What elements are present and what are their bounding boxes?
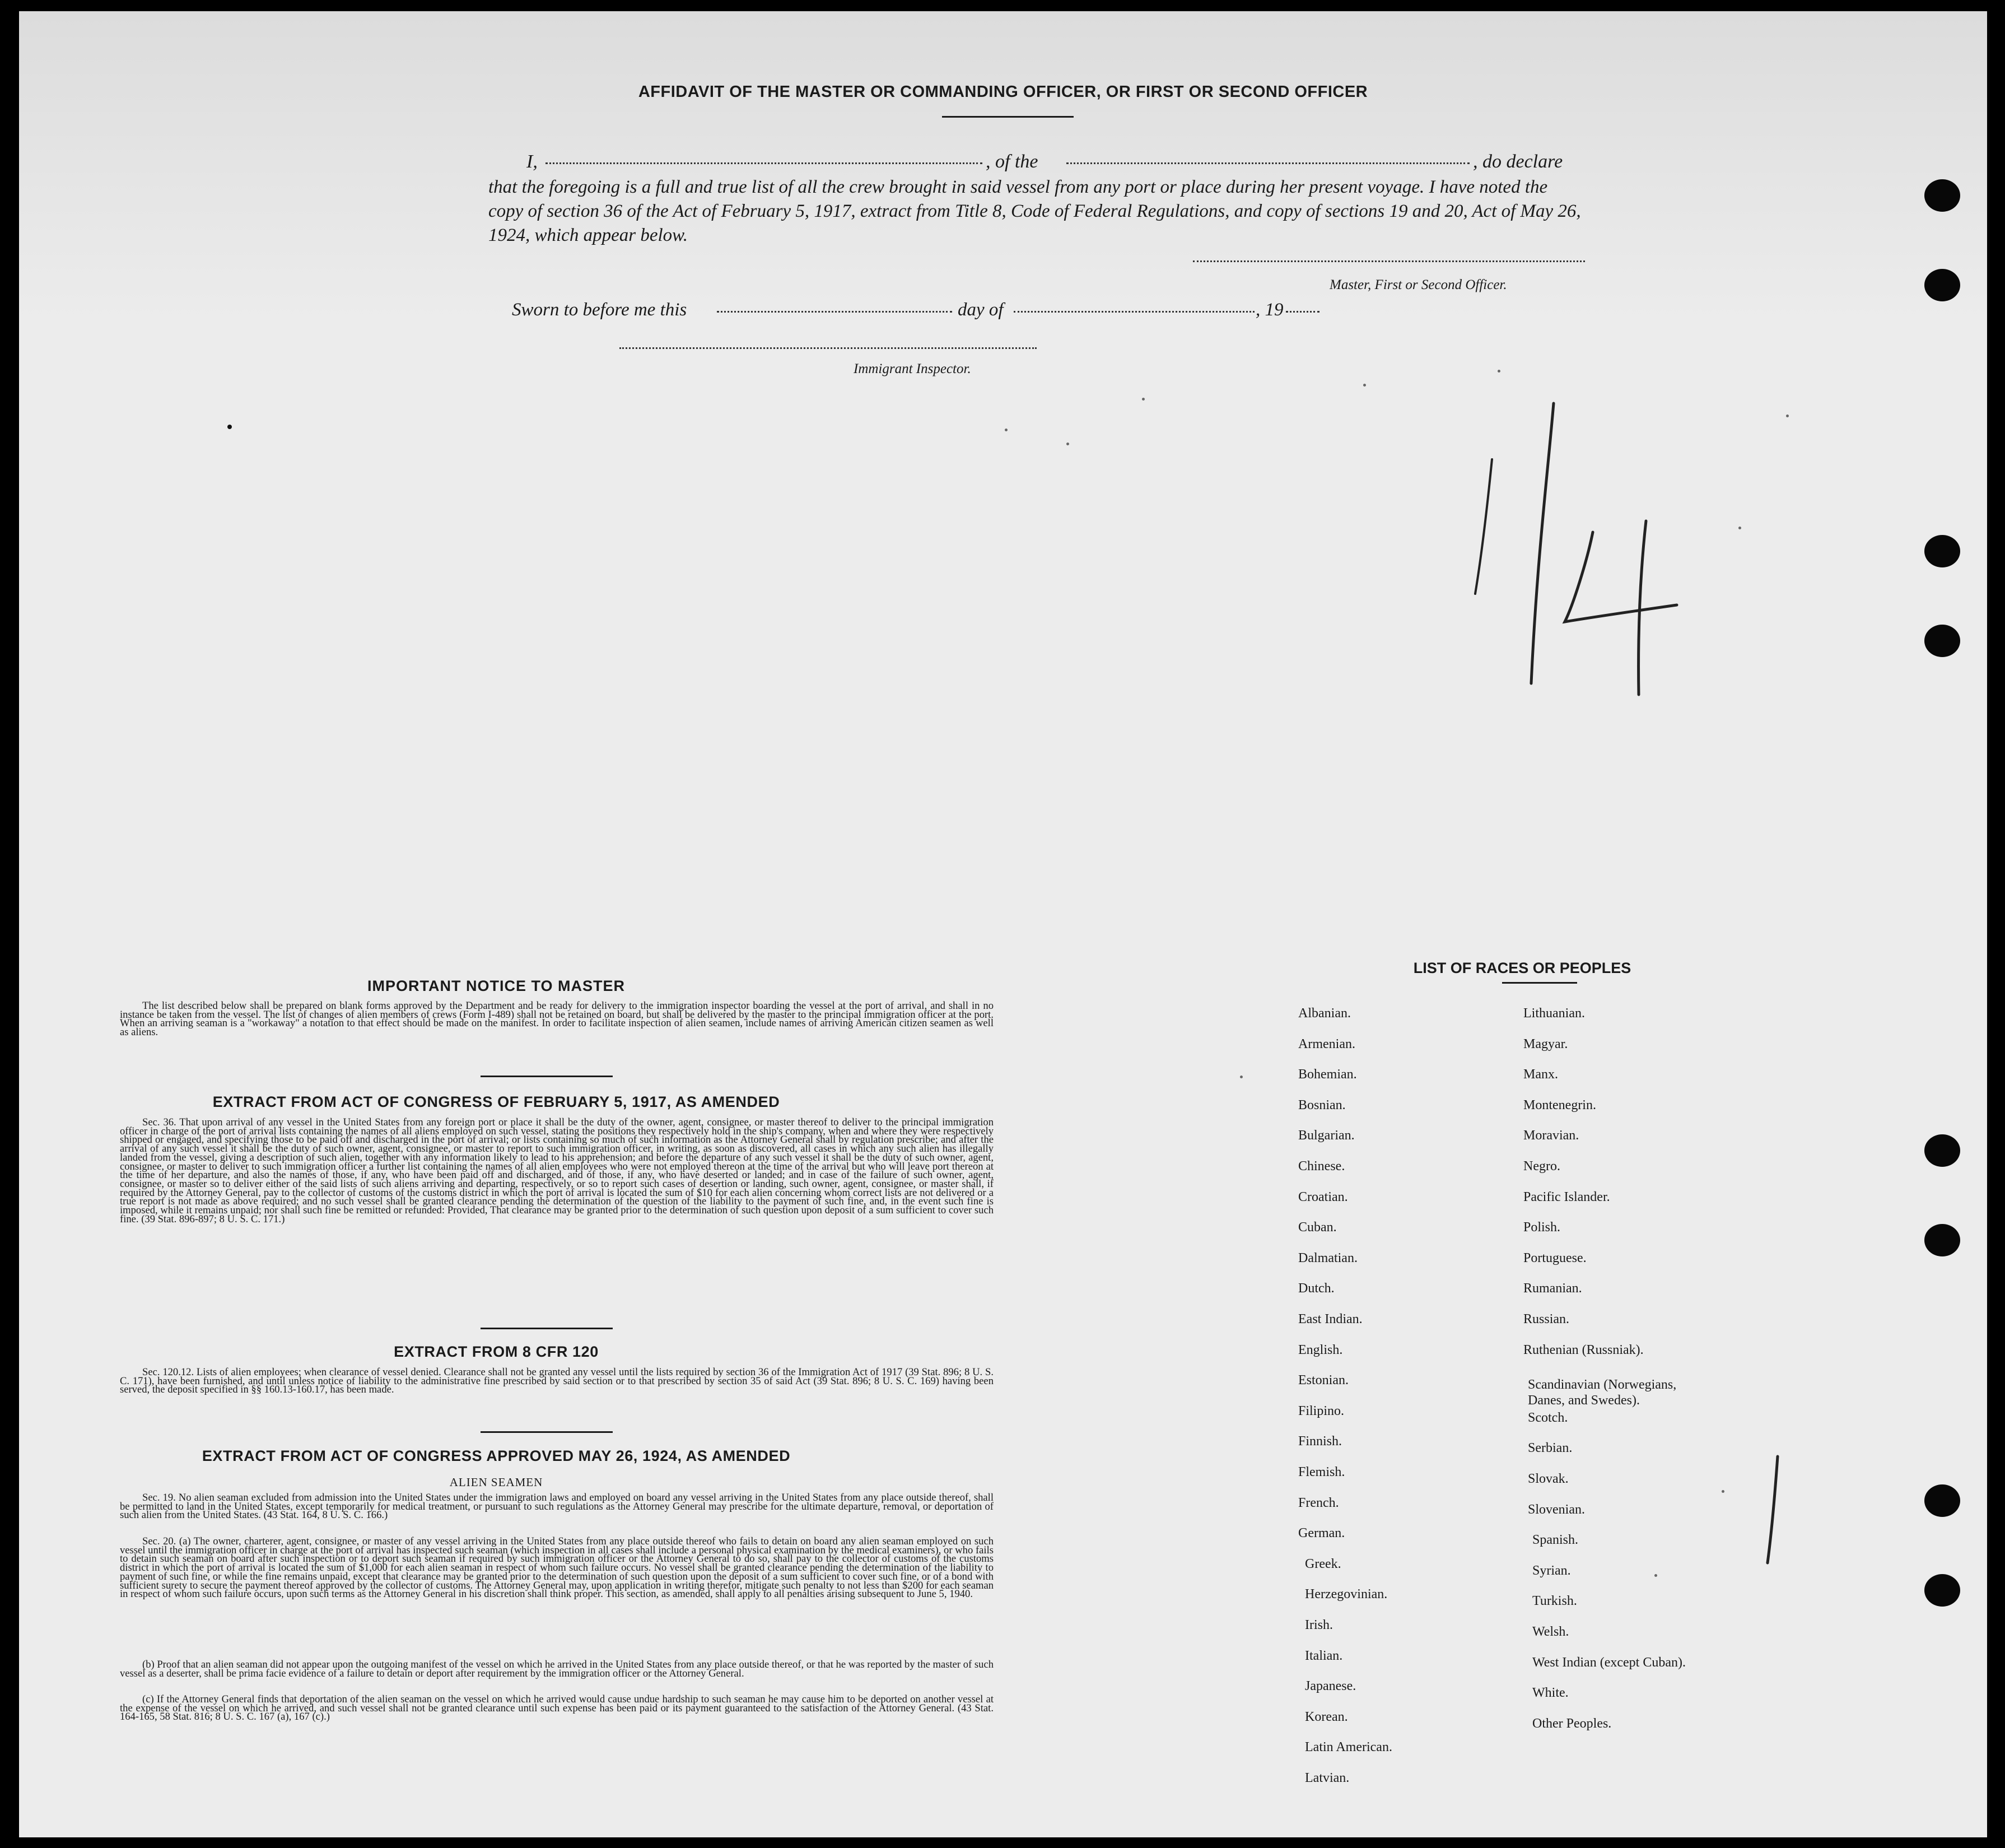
sworn-day-blank[interactable] — [717, 311, 952, 313]
race-item-right: Scotch. — [1528, 1411, 1568, 1425]
extract-1924-sec20a: Sec. 20. (a) The owner, charterer, agent, consignee, or master of any vessel arriving in the United States from any place outside thereof who fails to detain on board any alien seaman employed on such vessel until the immigration officer in charge at the port of arrival has inspected such seaman (which inspection in all cases shall include a personal physical examination by the medical examiners), or who fails to detain such seaman on board after such inspection or to deport such seaman if required by such immigration officer or the Attorney General to do so, shall pay to the collector of customs of the customs district in which the port of arrival is located the sum of $1,000 for each alien seaman in respect of whom such failure occurs. No vessel shall be granted clearance pending the determination of the liability to payment of such fine, or while the fine remains unpaid, except that clearance may be granted prior to the determination of such question upon the deposit of a sum sufficient to cover such fine, or of a bond with sufficient surety to secure the payment thereof approved by the collector of customs. The Attorney General may, upon application in writing therefor, mitigate such penalty to not less than $200 for each seaman in respect of whom such failure occurs, upon such terms as the Attorney General in his discretion shall think proper. This section, as amended, shall apply to all penalties arising subsequent to June 5, 1940. — [120, 1535, 994, 1600]
races-title: LIST OF RACES OR PEOPLES — [1413, 960, 1631, 976]
affidavit-title-rule — [942, 116, 1074, 118]
race-item-left: Dalmatian. — [1298, 1251, 1358, 1265]
binder-hole — [1924, 625, 1960, 657]
race-item-right: Negro. — [1523, 1159, 1560, 1174]
form-sheet — [19, 11, 1987, 1837]
master-caption: Master, First or Second Officer. — [1330, 277, 1507, 292]
sworn-year-blank[interactable] — [1286, 311, 1319, 313]
affidavit-title: AFFIDAVIT OF THE MASTER OR COMMANDING OFFICER, OR FIRST OR SECOND OFFICER — [638, 83, 1368, 101]
race-item-left: Japanese. — [1305, 1679, 1356, 1693]
extract-1917-text: Sec. 36. That upon arrival of any vessel in the United States from any foreign port or place it shall be the duty of the owner, agent, consignee, or master thereof to deliver to the principal immigration officer in charge of the port of arrival lists containing the names of all aliens employed on such vessel, stating the positions they respectively hold in the ship's company, when and where they were respectively shipped or engaged, and specifying those to be paid off and discharged in the port of arrival; or lists containing so much of such information as the Attorney General shall by regulation prescribe; and after the arrival of any such vessel it shall be the duty of such owner, agent, consignee, or master to report to such immigration officer, in writing, as soon as discovered, all cases in which any such alien has illegally landed from the vessel, giving a description of such alien, together with any information likely to lead to his apprehension; and before the departure of any such vessel it shall be the duty of such owner, agent, consignee, or master to deliver to such immigration officer a further list containing the names of all alien employees who were not employed thereon at the time of the arrival but who will leave port thereon at the time of her departure, and also the names of those, if any, who have been paid off and discharged, and of those, if any, who have deserted or landed; and in case of the failure of such owner, agent, consignee, or master so to deliver either of the said lists of such aliens arriving and departing, respectively, or so to report such cases of desertion or landing, such owner, agent, consignee, or master shall, if required by the Attorney General, pay to the collector of customs of the customs district in which the port of arrival is located the sum of $10 for each alien concerning whom correct lists are not delivered or a true report is not made as above required; and no such vessel shall be granted clearance pending the determination of the question of the liability to the payment of such fine, and, in the event such fine is imposed, while it remains unpaid; nor shall such fine be remitted or refunded: Provided, That clearance may be granted prior to the determination of such question upon deposit of a sum sufficient to cover such fine. (39 Stat. 896-897; 8 U. S. C. 171.) — [120, 1116, 994, 1225]
extract-cfr-text: Sec. 120.12. Lists of alien employees; when clearance of vessel denied. Clearance shall not be granted any vessel until the lists required by section 36 of the Immigration Act of 1917 (39 Stat. 896; 8 U. S. C. 171), have been furnished, and until unless notice of liability to the administrative fine prescribed by said section or to that prescribed by section 35 of said Act (39 Stat. 896; 8 U. S. C. 169) having been served, the deposit specified in §§ 160.13-160.17, has been made. — [120, 1366, 994, 1396]
race-item-right: Montenegrin. — [1523, 1098, 1596, 1112]
affidavit-i-label: I, — [526, 151, 538, 172]
binder-hole — [1924, 535, 1960, 567]
inspector-signature-blank[interactable] — [619, 347, 1037, 349]
race-item-right: Turkish. — [1532, 1594, 1577, 1608]
paper-speck — [1005, 429, 1008, 431]
race-item-right: White. — [1532, 1686, 1569, 1700]
notice-text: The list described below shall be prepared on blank forms approved by the Department and be ready for delivery to the immigration inspector boarding the vessel at the port of arrival, and shall in no instance be taken from the vessel. The list of changes of alien members of crews (Form I-489) shall not be retained on board, but shall be delivered by the master to the principal immigration officer at the port. When an arriving seaman is a "workaway" a notation to that effect should be made on the manifest. In order to facilitate inspection of alien seamen, include names of arriving American citizen seamen as well as aliens. — [120, 1000, 994, 1039]
race-item-right: Manx. — [1523, 1067, 1558, 1082]
race-item-left: Latin American. — [1305, 1740, 1392, 1754]
sworn-label: Sworn to before me this — [512, 300, 687, 320]
race-item-right: West Indian (except Cuban). — [1532, 1655, 1686, 1670]
affidavit-declare-label: , do declare — [1473, 151, 1563, 172]
affidavit-of-the-label: , of the — [986, 151, 1038, 172]
paper-speck — [1722, 1490, 1724, 1493]
race-item-left: East Indian. — [1298, 1312, 1363, 1326]
race-item-left: Italian. — [1305, 1649, 1343, 1663]
master-signature-blank[interactable] — [1193, 260, 1585, 262]
extract-1924-title: EXTRACT FROM ACT OF CONGRESS APPROVED MAY 26, 1924, AS AMENDED — [202, 1447, 791, 1464]
binder-hole — [1924, 1574, 1960, 1607]
race-item-left: Armenian. — [1298, 1037, 1355, 1051]
extract-cfr-title: EXTRACT FROM 8 CFR 120 — [394, 1343, 599, 1360]
race-item-right: Scandinavian (Norwegians, — [1528, 1377, 1677, 1392]
paper-speck — [1786, 415, 1789, 417]
extract-1917-title: EXTRACT FROM ACT OF CONGRESS OF FEBRUARY 5, 1917, AS AMENDED — [212, 1093, 780, 1110]
paper-speck — [1654, 1574, 1657, 1577]
race-item-left: Irish. — [1305, 1618, 1333, 1632]
binder-hole — [1924, 179, 1960, 212]
race-item-right: Danes, and Swedes). — [1528, 1393, 1640, 1408]
alien-seamen-subtitle: ALIEN SEAMEN — [449, 1475, 543, 1489]
extract-1924-sec20b: (b) Proof that an alien seaman did not appear upon the outgoing manifest of the vessel on which he arrived in the United States from any place outside thereof, or that he was reported by the master of such vessel as a deserter, shall be prima facie evidence of a failure to detain or deport after requirement by the immigration officer or the Attorney General. — [120, 1659, 994, 1679]
race-item-right: Ruthenian (Russniak). — [1523, 1343, 1644, 1357]
extract-1924-sec19: Sec. 19. No alien seaman excluded from admission into the United States under the immigration laws and employed on board any vessel arriving in the United States from any place outside thereof, shall be permitted to land in the United States, except temporarily for medical treatment, or pursuant to such regulations as the Attorney General may prescribe for the ultimate departure, removal, or deportation of such alien from the United States. (43 Stat. 164, 8 U. S. C. 166.) — [120, 1492, 994, 1521]
officer-name-blank[interactable] — [545, 162, 982, 164]
race-item-right: Magyar. — [1523, 1037, 1568, 1051]
race-item-right: Moravian. — [1523, 1128, 1579, 1143]
race-item-left: Cuban. — [1298, 1220, 1337, 1235]
race-item-left: Filipino. — [1298, 1404, 1345, 1418]
race-item-left: Bohemian. — [1298, 1067, 1357, 1082]
paper-speck — [1142, 398, 1145, 401]
race-item-right: Syrian. — [1532, 1563, 1571, 1578]
race-item-left: Estonian. — [1298, 1373, 1349, 1388]
race-item-right: Other Peoples. — [1532, 1716, 1612, 1731]
race-item-right: Spanish. — [1532, 1533, 1579, 1547]
section-rule — [481, 1076, 613, 1077]
race-item-left: Chinese. — [1298, 1159, 1345, 1174]
paper-speck — [1363, 384, 1366, 387]
race-item-left: Finnish. — [1298, 1434, 1342, 1449]
notice-title: IMPORTANT NOTICE TO MASTER — [367, 977, 625, 994]
race-item-right: Russian. — [1523, 1312, 1570, 1326]
year-prefix-label: , 19 — [1256, 300, 1284, 320]
race-item-right: Slovenian. — [1528, 1502, 1585, 1517]
race-item-right: Portuguese. — [1523, 1251, 1587, 1265]
paper-speck — [1240, 1076, 1243, 1078]
race-item-right: Rumanian. — [1523, 1281, 1582, 1296]
race-item-left: Flemish. — [1298, 1465, 1345, 1479]
affidavit-body: that the foregoing is a full and true list of all the crew brought in said vessel from any port or place during her present voyage. I have noted the copy of section 36 of the Act of February 5, 1917, extract from Title 8, Code of Federal Regulations, and copy of sections 19 and 20, Act of May 26, 1924, which appear below. — [488, 177, 1581, 245]
race-item-left: Latvian. — [1305, 1771, 1350, 1785]
paper-speck — [1498, 370, 1500, 373]
section-rule — [481, 1328, 613, 1329]
inspector-caption: Immigrant Inspector. — [854, 361, 971, 376]
binder-hole — [1924, 269, 1960, 301]
extract-1924-sec20c: (c) If the Attorney General finds that deportation of the alien seaman on the vessel on which he arrived would cause undue hardship to such seaman he may cause him to be deported on another vessel at the expense of the vessel on which he arrived, and such vessel shall not be granted clearance until such expense has been paid or its payment guaranteed to the satisfaction of the Attorney General. (43 Stat. 164-165, 58 Stat. 816; 8 U. S. C. 167 (a), 167 (c).) — [120, 1693, 994, 1723]
binder-hole — [1924, 1224, 1960, 1256]
race-item-left: Albanian. — [1298, 1006, 1351, 1021]
race-item-right: Welsh. — [1532, 1624, 1569, 1639]
race-item-left: Dutch. — [1298, 1281, 1335, 1296]
race-item-right: Slovak. — [1528, 1472, 1569, 1486]
vessel-name-blank[interactable] — [1066, 162, 1470, 164]
section-rule — [481, 1431, 613, 1433]
race-item-right: Lithuanian. — [1523, 1006, 1585, 1021]
paper-speck — [1738, 527, 1741, 529]
race-item-right: Pacific Islander. — [1523, 1190, 1610, 1204]
binder-hole — [1924, 1134, 1960, 1167]
race-item-left: Korean. — [1305, 1710, 1348, 1724]
race-item-left: English. — [1298, 1343, 1343, 1357]
paper-speck — [1066, 443, 1069, 445]
race-item-left: Bosnian. — [1298, 1098, 1346, 1112]
handwritten-fraction-mark — [1453, 392, 1699, 706]
race-item-left: French. — [1298, 1496, 1339, 1510]
binder-hole — [1924, 1484, 1960, 1517]
sworn-month-blank[interactable] — [1014, 311, 1255, 313]
race-item-right: Polish. — [1523, 1220, 1561, 1235]
race-item-left: Croatian. — [1298, 1190, 1348, 1204]
race-item-left: German. — [1298, 1526, 1345, 1540]
handwritten-tick-mark — [1755, 1451, 1789, 1568]
race-item-right: Serbian. — [1528, 1441, 1573, 1455]
race-item-left: Bulgarian. — [1298, 1128, 1355, 1143]
paper-speck — [227, 425, 232, 429]
races-title-rule — [1502, 982, 1577, 984]
race-item-left: Herzegovinian. — [1305, 1587, 1388, 1602]
race-item-left: Greek. — [1305, 1557, 1341, 1571]
day-of-label: day of — [958, 300, 1004, 320]
